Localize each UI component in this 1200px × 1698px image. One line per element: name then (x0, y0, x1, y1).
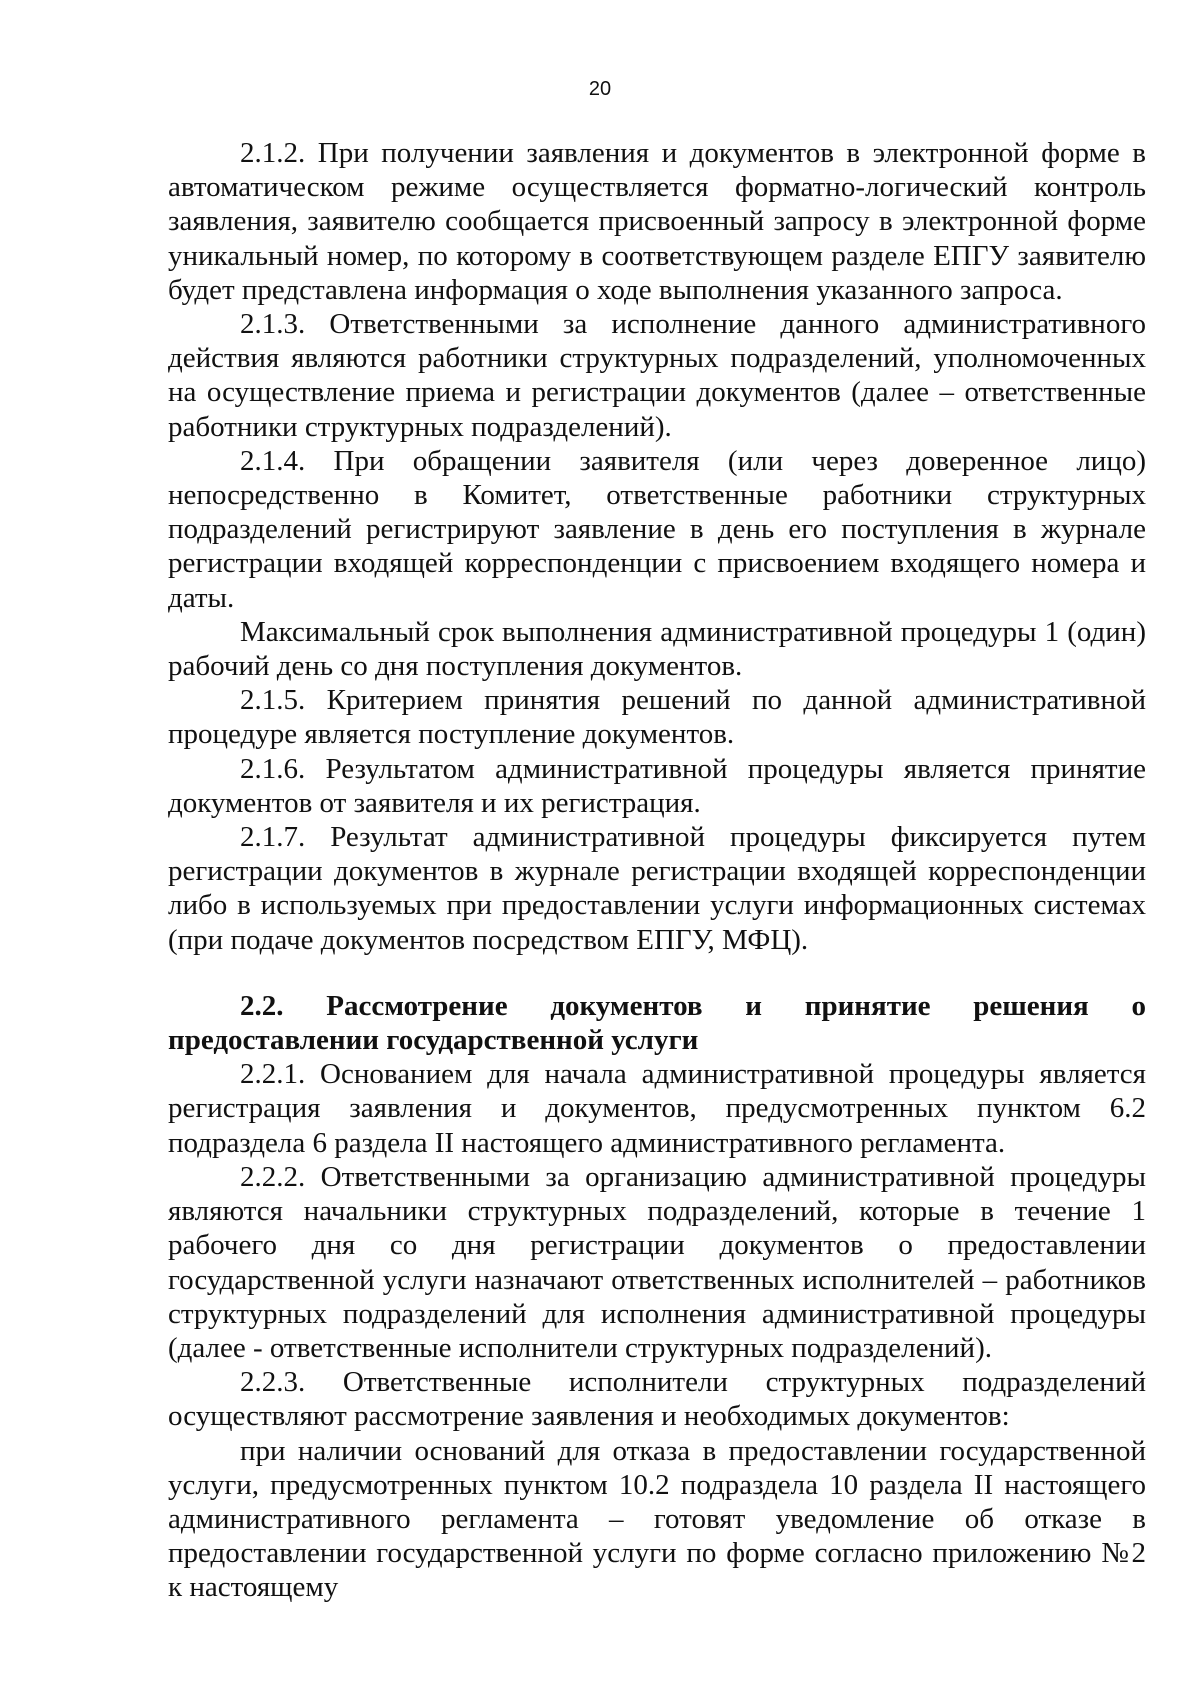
paragraph-2-2-3: 2.2.3. Ответственные исполнители структурных подразделений осуществляют рассмотрение заявления и необходимых документов: (168, 1366, 1146, 1433)
page-number: 20 (588, 78, 612, 100)
document-body (168, 136, 1146, 1605)
paragraph-2-1-2: 2.1.2. При получении заявления и документов в электронной форме в автоматическом режиме осуществляется форматно-логический контроль заявления, заявителю сообщается присвоенный запросу в электронной форме уникальный номер, по которому в соответствующем разделе ЕПГУ заявителю будет представлена информация о ходе выполнения указанного запроса. (168, 137, 1146, 306)
paragraph-refusal-grounds: при наличии оснований для отказа в предоставлении государственной услуги, предусмотренных пунктом 10.2 подраздела 10 раздела II настоящего административного регламента – готовят уведомление об отказе в предоставлении государственной услуги по форме согласно приложению №2 к настоящему (168, 1434, 1146, 1604)
paragraph-2-1-4: 2.1.4. При обращении заявителя (или через доверенное лицо) непосредственно в Комитет, ответственные работники структурных подразделений регистрируют заявление в день его поступления в журнале регистрации входящей корреспонденции с присвоением входящего номера и даты. (168, 444, 1146, 614)
paragraph-2-1-7: 2.1.7. Результат административной процедуры фиксируется путем регистрации документов в журнале регистрации входящей корреспонденции либо в используемых при предоставлении услуги информационных системах (при подаче документов посредством ЕПГУ, МФЦ). (168, 821, 1146, 956)
paragraph-2-2-2: 2.2.2. Ответственными за организацию административной процедуры являются начальники структурных подразделений, которые в течение 1 рабочего дня со дня регистрации документов о предоставлении государственной услуги назначают ответственных исполнителей – работников структурных подразделений для исполнения административной процедуры (далее - ответственные исполнители структурных подразделений). (168, 1160, 1146, 1364)
paragraph-max-term: Максимальный срок выполнения административной процедуры 1 (один) рабочий день со дня поступления документов. (168, 615, 1146, 683)
paragraph-2-1-5: 2.1.5. Критерием принятия решений по данной административной процедуре является поступление документов. (168, 684, 1146, 751)
paragraph-2-2-1: 2.2.1. Основанием для начала административной процедуры является регистрация заявления и документов, предусмотренных пунктом 6.2 подраздела 6 раздела II настоящего административного регламента. (168, 1058, 1146, 1159)
paragraph-2-1-6: 2.1.6. Результатом административной процедуры является принятие документов от заявителя и их регистрация. (168, 752, 1146, 819)
section-heading-2-2: 2.2. Рассмотрение документов и принятие решения о предоставлении государственной услуги (168, 989, 1146, 1057)
paragraph-2-1-3: 2.1.3. Ответственными за исполнение данного административного действия являются работники структурных подразделений, уполномоченных на осуществление приема и регистрации документов (далее – ответственные работники структурных подразделений). (168, 308, 1146, 443)
